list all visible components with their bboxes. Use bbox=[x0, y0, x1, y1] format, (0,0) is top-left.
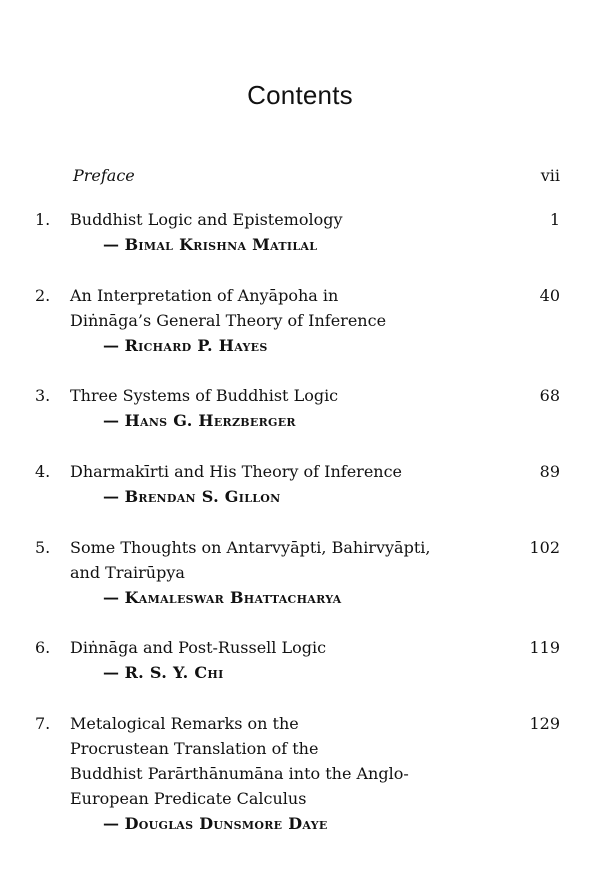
page-number: 1 bbox=[549, 210, 560, 229]
entry-author bbox=[70, 408, 510, 433]
entry-author bbox=[70, 232, 510, 257]
page-number: 89 bbox=[539, 462, 560, 481]
author-dash: — bbox=[103, 487, 119, 506]
entry-title-line: Buddhist Logic and Epistemology bbox=[70, 210, 343, 229]
author-dash: — bbox=[103, 411, 119, 430]
entry-number: 2. bbox=[35, 286, 51, 305]
entry-title-line: European Predicate Calculus bbox=[70, 789, 307, 808]
entry-number: 5. bbox=[35, 538, 51, 557]
author-name: Bimal Krishna Matilal bbox=[124, 235, 318, 254]
author-dash: — bbox=[103, 588, 119, 607]
entry-number: 7. bbox=[35, 714, 51, 733]
entry-title-line: Buddhist Parārthānumāna into the Anglo- bbox=[70, 764, 409, 783]
entry-number: 1. bbox=[35, 210, 51, 229]
page-title: Contents bbox=[247, 80, 353, 110]
author-dash: — bbox=[103, 814, 119, 833]
page-number: 102 bbox=[529, 538, 560, 557]
author-name: Hans G. Herzberger bbox=[124, 411, 296, 430]
entry-title-line: Metalogical Remarks on the bbox=[70, 714, 299, 733]
author-dash: — bbox=[103, 663, 119, 682]
entry-author bbox=[70, 333, 510, 358]
entry-title-line: Dharmakīrti and His Theory of Inference bbox=[70, 462, 403, 481]
author-name: Brendan S. Gillon bbox=[124, 487, 281, 506]
entry-number: 6. bbox=[35, 638, 51, 657]
entry-author bbox=[70, 484, 510, 509]
entry-title-line: Diṅnāga’s General Theory of Inference bbox=[70, 311, 387, 330]
page-number: 129 bbox=[529, 714, 560, 733]
entry-title-line: Some Thoughts on Antarvyāpti, Bahirvyāpti, bbox=[70, 538, 431, 557]
entry-title-line: and Trairūpya bbox=[70, 563, 185, 582]
entry-author bbox=[70, 585, 510, 610]
page-number: vii bbox=[540, 166, 560, 185]
page-number: 40 bbox=[539, 286, 560, 305]
entry-author bbox=[70, 660, 510, 685]
entry-title-line: Diṅnāga and Post-Russell Logic bbox=[70, 638, 327, 657]
preface-label: Preface bbox=[73, 166, 135, 185]
entry-title-line: Procrustean Translation of the bbox=[70, 739, 319, 758]
entry-author bbox=[70, 811, 510, 836]
entry-number: 4. bbox=[35, 462, 51, 481]
entry-title-line: Three Systems of Buddhist Logic bbox=[70, 386, 339, 405]
page-number: 119 bbox=[529, 638, 560, 657]
author-name: R. S. Y. Chi bbox=[124, 663, 224, 682]
page-number: 68 bbox=[539, 386, 560, 405]
entry-title-line: An Interpretation of Anyāpoha in bbox=[70, 286, 339, 305]
author-name: Kamaleswar Bhattacharya bbox=[124, 588, 342, 607]
author-name: Richard P. Hayes bbox=[124, 336, 268, 355]
author-name: Douglas Dunsmore Daye bbox=[124, 814, 328, 833]
entry-number: 3. bbox=[35, 386, 51, 405]
author-dash: — bbox=[103, 336, 119, 355]
author-dash: — bbox=[103, 235, 119, 254]
